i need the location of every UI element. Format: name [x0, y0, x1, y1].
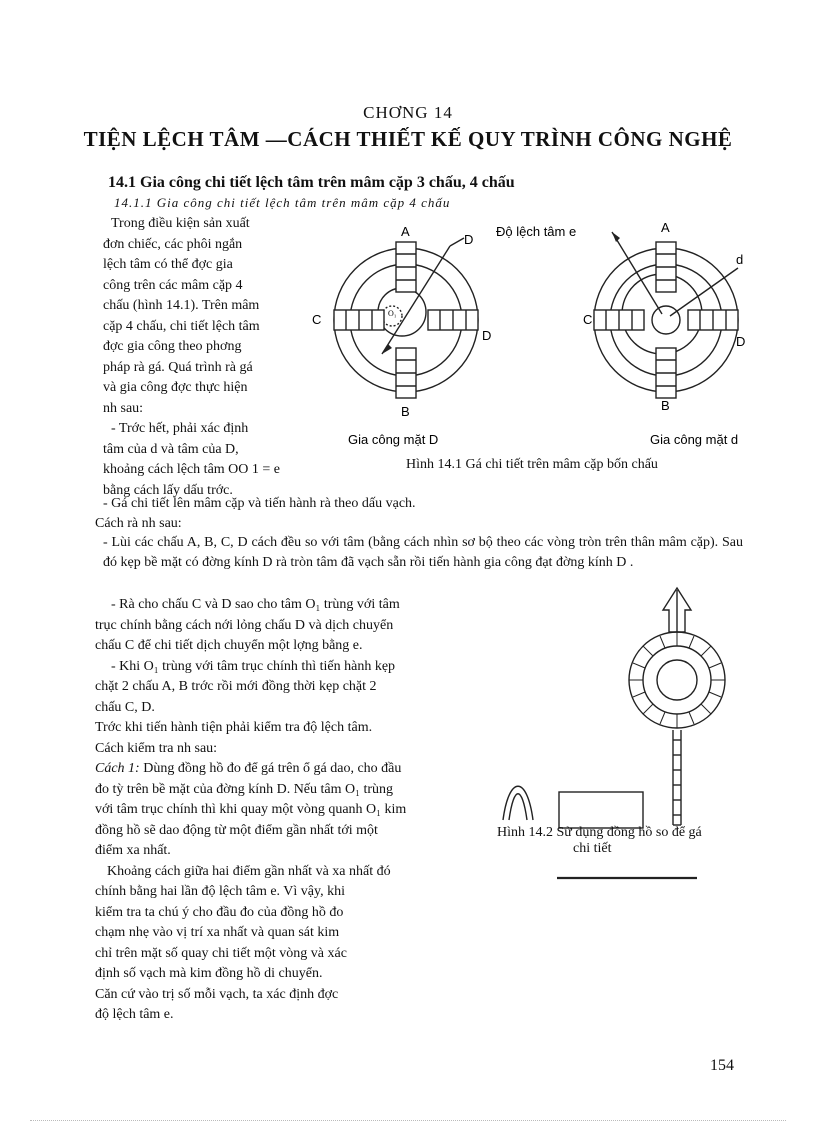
- paragraph-block: [95, 494, 743, 572]
- intro-column: [103, 214, 303, 501]
- text-line: và gia công đợc thực hiện: [103, 380, 248, 395]
- chapter-number: CHƠNG 14: [363, 103, 453, 122]
- chapter-title: TIỆN LỆCH TÂM —CÁCH THIẾT KẾ QUY TRÌNH CÔNG NGHỆ: [83, 127, 733, 151]
- text-line: pháp rà gá. Quá trình rà gá: [103, 359, 253, 375]
- text-line: đồng hồ sẽ dao động từ một điểm gần nhất tới một: [95, 822, 378, 838]
- paragraph: - Lùi các chấu A, B, C, D cách đều so với tâm (bằng cách nhìn sơ bộ theo các vòng tròn trên thân mâm cặp). Sau đó kẹp bề mặt có đờng kính D rà tròn tâm đã vạch sẵn rồi tiến hành gia công đạt đờng kính D .: [103, 535, 743, 570]
- jaw-label-d: D: [482, 328, 492, 343]
- center-label: O₁: [388, 309, 397, 318]
- text-line: chấu C để chi tiết dịch chuyển một lợng bằng e.: [95, 638, 363, 653]
- page-number: 154: [710, 1057, 734, 1074]
- text-line: - Khi O₁ trùng với tâm trục chính thì tiến hành kẹp: [111, 658, 396, 674]
- paragraph: - Gá chi tiết lên mâm cặp và tiến hành rà theo dấu vạch.: [103, 496, 416, 511]
- caption-number: Hình 14.2: [497, 825, 553, 840]
- text-line: chấu C, D.: [95, 699, 155, 715]
- eccentricity-label: Độ lệch tâm e: [496, 224, 577, 239]
- text-line: kiểm tra ta chú ý cho đầu đo của đồng hồ đo: [95, 904, 344, 920]
- jaw-label-a: A: [401, 224, 410, 239]
- text-line: - Trớc hết, phải xác định: [111, 421, 249, 436]
- text-line: nh sau:: [103, 400, 144, 416]
- text-line: công trên các mâm cặp 4: [103, 277, 243, 293]
- jaw-label-b-right: B: [661, 398, 670, 413]
- procedure-column: [95, 595, 485, 1026]
- right-figure-caption: Gia công mặt d: [650, 432, 739, 447]
- text-line: chạm nhẹ vào vị trí xa nhất và quan sát kim: [95, 925, 340, 940]
- text-line: Trong điều kiện sản xuất: [111, 216, 250, 231]
- text-line: đợc gia công theo phơng: [103, 339, 242, 354]
- method-label: Cách 1:: [95, 761, 140, 776]
- caption-text: Sử dụng đồng hồ so để gá: [553, 825, 702, 840]
- text-line: Trớc khi tiến hành tiện phải kiểm tra độ lệch tâm.: [95, 720, 373, 735]
- text-line: với tâm trục chính thì khi quay một vòng quanh O₁ kim: [95, 802, 407, 817]
- text-line: tâm của d và tâm của D,: [103, 441, 239, 457]
- jaw-label-d-right: D: [736, 334, 746, 349]
- text-line: điểm xa nhất.: [95, 843, 171, 858]
- text-line: chấu (hình 14.1). Trên mâm: [103, 298, 260, 313]
- diameter-label: D: [464, 232, 474, 247]
- caption-text: Gá chi tiết trên mâm cặp bốn chấu: [462, 457, 658, 472]
- text-line: cặp 4 chấu, chi tiết lệch tâm: [103, 318, 260, 334]
- small-diameter-label: d: [736, 252, 744, 267]
- text-line: lệch tâm có thể đợc gia: [103, 257, 233, 272]
- section-heading: 14.1 Gia công chi tiết lệch tâm trên mâm cặp 3 chấu, 4 chấu: [108, 174, 515, 191]
- text-line: Căn cứ vào trị số mỗi vạch, ta xác định đợc: [95, 986, 339, 1002]
- paragraph: Cách rà nh sau:: [95, 515, 182, 531]
- text-line: định số vạch mà kim đồng hồ di chuyển.: [95, 966, 323, 981]
- text-line: - Rà cho chấu C và D sao cho tâm O₁ trùng với tâm: [111, 597, 400, 612]
- text-line: Cách kiểm tra nh sau:: [95, 740, 218, 756]
- text-line: trục chính bằng cách nới lỏng chấu D và dịch chuyển: [95, 617, 394, 633]
- subsection-heading: 14.1.1 Gia công chi tiết lệch tâm trên mâm cặp 4 chấu: [114, 195, 451, 210]
- caption-text-2: chi tiết: [573, 841, 612, 856]
- jaw-label-a-right: A: [661, 220, 670, 235]
- caption-number: Hình 14.1: [406, 457, 462, 472]
- figure-14-1: [300, 212, 770, 457]
- figure-14-1-caption: [406, 457, 658, 473]
- left-figure-caption: Gia công mặt D: [348, 432, 439, 447]
- text-line: chính bằng hai lần độ lệch tâm e. Vì vậy, khi: [95, 884, 345, 899]
- text-line: độ lệch tâm e.: [95, 1007, 174, 1022]
- text-line: khoảng cách lệch tâm OO 1 = e: [103, 462, 280, 477]
- text-line: chỉ trên mặt số quay chi tiết một vòng và xác: [95, 945, 347, 961]
- jaw-label-c-right: C: [583, 312, 593, 327]
- text-line: Khoảng cách giữa hai điểm gần nhất và xa nhất đó: [107, 863, 391, 879]
- text-line: bằng cách lấy dấu trớc.: [103, 482, 233, 498]
- text-line: chặt 2 chấu A, B trớc rồi mới đồng thời kẹp chặt 2: [95, 679, 377, 694]
- text-line: Cách 1: Dùng đồng hồ đo để gá trên ổ gá dao, cho đầu: [95, 761, 402, 776]
- arc-mark: [503, 786, 533, 820]
- footer-divider: [30, 1120, 786, 1121]
- text-line: đơn chiếc, các phôi ngắn: [103, 236, 243, 252]
- jaw-label-b: B: [401, 404, 410, 419]
- dial-inner-ring: [643, 646, 711, 714]
- workpiece-block: [559, 792, 643, 828]
- figure-14-2-caption: [497, 825, 767, 857]
- text-line: đo tỳ trên bề mặt của đờng kính D. Nếu tâm O₁ trùng: [95, 781, 394, 797]
- jaw-label-c: C: [312, 312, 322, 327]
